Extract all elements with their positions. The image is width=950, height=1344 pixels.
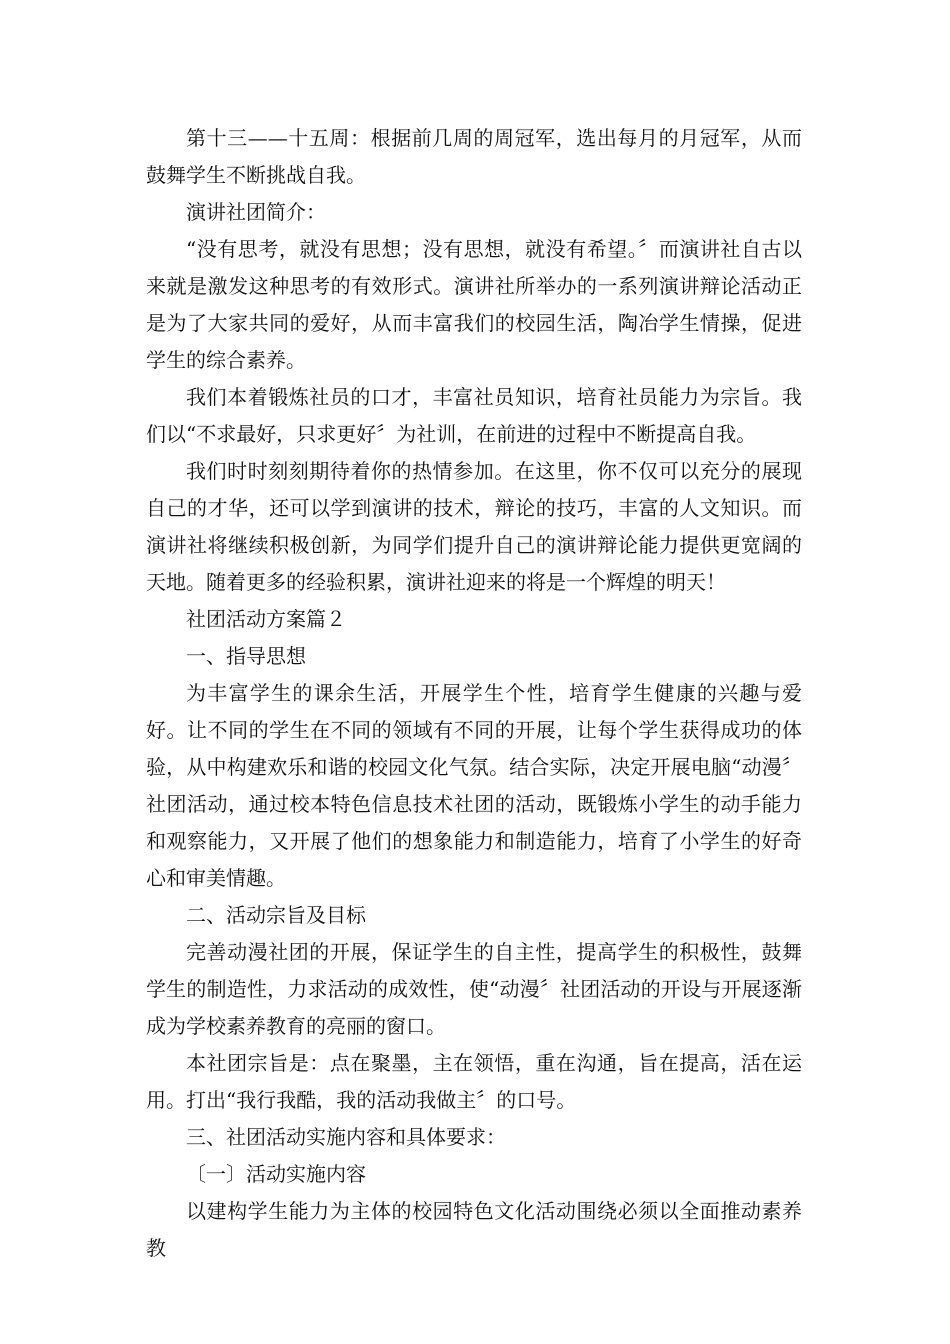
document-body — [146, 120, 802, 1267]
heading-implementation: 三、社团活动实施内容和具体要求： — [186, 1125, 506, 1149]
paragraph-week-13-15: 第十三——十五周：根据前几周的周冠军，选出每月的月冠军，从而鼓舞学生不断挑战自我。 — [146, 126, 802, 187]
heading-plan-2: 社团活动方案篇２ — [186, 607, 346, 631]
paragraph-speech-club-quote: “没有思考，就没有思想；没有思想，就没有希望。〞而演讲社自古以来就是激发这种思考的有效形式。演讲社所举办的一系列演讲辩论活动正是为了大家共同的爱好，从而丰富我们的校园生活，陶冶学生情操，促进学生的综合素养。 — [146, 237, 802, 372]
paragraph-speech-club-purpose: 我们本着锻炼社员的口才，丰富社员知识，培育社员能力为宗旨。我们以“不求最好，只求更好〞为社训，在前进的过程中不断提高自我。 — [146, 385, 802, 446]
paragraph-guiding-thought: 为丰富学生的课余生活，开展学生个性，培育学生健康的兴趣与爱好。让不同的学生在不同的领域有不同的开展，让每个学生获得成功的体验，从中构建欢乐和谐的校园文化气氛。结合实际，决定开展电脑“动漫〞社团活动，通过校本特色信息技术社团的活动，既锻炼小学生的动手能力和观察能力，又开展了他们的想象能力和制造能力，培育了小学生的好奇心和审美情趣。 — [146, 681, 802, 890]
heading-speech-club-intro: 演讲社团简介： — [186, 200, 326, 224]
paragraph-implementation-content: 以建构学生能力为主体的校园特色文化活动围绕必须以全面推动素养教 — [146, 1199, 802, 1260]
heading-purpose-goals: 二、活动宗旨及目标 — [186, 903, 366, 927]
heading-guiding-thought: 一、指导思想 — [186, 644, 306, 668]
heading-implementation-content: 〔一〕活动实施内容 — [186, 1162, 366, 1186]
paragraph-speech-club-invite: 我们时时刻刻期待着你的热情参加。在这里，你不仅可以充分的展现自己的才华，还可以学到演讲的技术，辩论的技巧，丰富的人文知识。而演讲社将继续积极创新，为同学们提升自己的演讲辩论能力提供更宽阔的天地。随着更多的经验积累，演讲社迎来的将是一个辉煌的明天！ — [146, 459, 802, 594]
paragraph-purpose-goals: 完善动漫社团的开展，保证学生的自主性，提高学生的积极性，鼓舞学生的制造性，力求活动的成效性，使“动漫〞社团活动的开设与开展逐渐成为学校素养教育的亮丽的窗口。 — [146, 940, 802, 1038]
paragraph-club-motto: 本社团宗旨是：点在聚墨，主在领悟，重在沟通，旨在提高，活在运用。打出“我行我酷，我的活动我做主〞的口号。 — [146, 1051, 802, 1112]
